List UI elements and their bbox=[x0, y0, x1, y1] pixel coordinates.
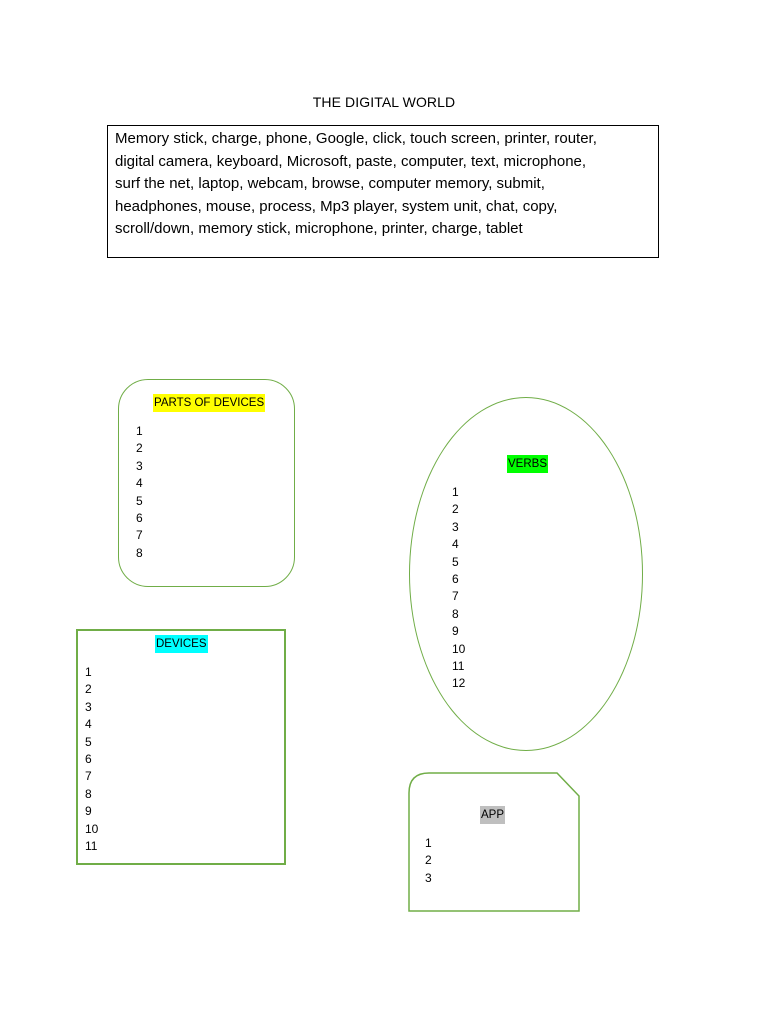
list-number: 11 bbox=[452, 659, 465, 674]
list-number: 9 bbox=[452, 624, 459, 639]
word-bank-line: digital camera, keyboard, Microsoft, paste, computer, text, microphone, bbox=[115, 152, 587, 170]
list-number: 2 bbox=[452, 502, 459, 517]
verbs-oval bbox=[409, 397, 643, 751]
verbs-list bbox=[452, 484, 465, 693]
list-number: 6 bbox=[136, 511, 143, 526]
verbs-heading: VERBS bbox=[507, 455, 548, 473]
list-number: 4 bbox=[452, 537, 459, 552]
list-number: 7 bbox=[85, 769, 92, 784]
list-number: 1 bbox=[136, 424, 143, 438]
word-bank-line: surf the net, laptop, webcam, browse, computer memory, submit, bbox=[115, 175, 545, 192]
list-number: 2 bbox=[136, 441, 143, 456]
list-number: 3 bbox=[136, 458, 143, 473]
list-number: 1 bbox=[85, 665, 92, 679]
list-number: 5 bbox=[452, 554, 459, 569]
list-number: 10 bbox=[85, 821, 99, 836]
list-number: 2 bbox=[85, 682, 92, 697]
page-title: THE DIGITAL WORLD bbox=[312, 94, 456, 110]
word-bank-text bbox=[115, 128, 652, 241]
list-number: 12 bbox=[452, 676, 466, 691]
app-heading: APP bbox=[480, 806, 505, 824]
devices-heading: DEVICES bbox=[155, 635, 208, 653]
parts-of-devices-list bbox=[136, 423, 143, 562]
list-number: 4 bbox=[85, 717, 92, 732]
list-number: 11 bbox=[85, 839, 98, 854]
list-number: 9 bbox=[85, 804, 92, 819]
devices-list bbox=[85, 664, 98, 855]
list-number: 3 bbox=[452, 519, 459, 534]
list-number: 5 bbox=[136, 493, 143, 508]
list-number: 8 bbox=[85, 786, 92, 801]
list-number: 1 bbox=[452, 485, 459, 499]
devices-box bbox=[76, 629, 286, 865]
list-number: 4 bbox=[136, 476, 143, 491]
list-number: 2 bbox=[425, 853, 432, 868]
list-number: 10 bbox=[452, 641, 466, 656]
list-number: 7 bbox=[136, 528, 143, 543]
list-number: 8 bbox=[136, 545, 143, 560]
list-number: 7 bbox=[452, 589, 459, 604]
list-number: 3 bbox=[85, 699, 92, 714]
app-list bbox=[425, 835, 432, 887]
list-number: 5 bbox=[85, 734, 92, 749]
word-bank-line: Memory stick, charge, phone, Google, click, touch screen, printer, router, bbox=[115, 130, 597, 147]
parts-of-devices-heading: PARTS OF DEVICES bbox=[153, 394, 265, 412]
word-bank-line: headphones, mouse, process, Mp3 player, system unit, chat, copy, bbox=[115, 197, 558, 215]
list-number: 3 bbox=[425, 870, 432, 885]
list-number: 6 bbox=[452, 572, 459, 587]
word-bank-line: scroll/down, memory stick, microphone, printer, charge, tablet bbox=[115, 220, 523, 237]
list-number: 1 bbox=[425, 836, 432, 850]
list-number: 8 bbox=[452, 606, 459, 621]
list-number: 6 bbox=[85, 752, 92, 767]
word-bank-box bbox=[107, 125, 659, 258]
app-box bbox=[407, 771, 582, 914]
